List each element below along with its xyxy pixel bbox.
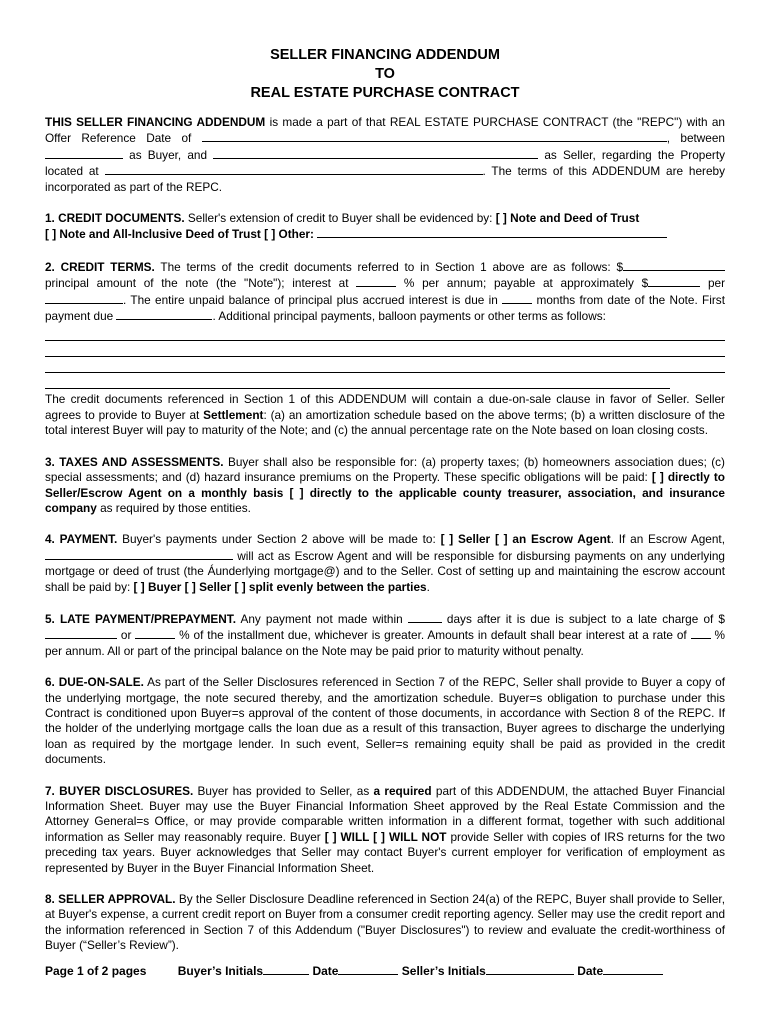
first-payment-due-field[interactable] — [116, 308, 212, 320]
default-rate-field[interactable] — [691, 627, 711, 639]
seller-date-field[interactable] — [603, 963, 663, 975]
section-8-heading: 8. SELLER APPROVAL. — [45, 892, 176, 907]
section-4-heading: 4. PAYMENT. — [45, 532, 118, 547]
section-4: 4. PAYMENT. Buyer's payments under Section 2 above will be made to: [ ] Seller [ ] an Escrow Agent. If an Escrow Agent, will act as Escrow Agent and will be responsible for disbursing payments on any underlying mortgage or deed of trust (the Áunderlying mortgage@) and to the Seller. Cost of setting up and maintaining the escrow account shall be paid by: [ ] Buyer [ ] Seller [ ] split evenly between the parties. — [45, 532, 725, 594]
page-number: Page 1 of 2 pages — [45, 964, 147, 978]
title-line-1: SELLER FINANCING ADDENDUM — [270, 47, 500, 63]
property-address-field[interactable] — [105, 163, 483, 175]
section-8: 8. SELLER APPROVAL. By the Seller Disclosure Deadline referenced in Section 24(a) of the REPC, Buyer shall provide to Seller, at Buyer's expense, a current credit report on Buyer from a consumer credit reporting agency. Seller may use the credit report and the information referenced in Section 7 of this Addendum ("Buyer Disclosures") to review and evaluate the credit-worthiness of Buyer (“Seller’s Review”). — [45, 892, 725, 953]
additional-terms-line-2[interactable] — [45, 342, 725, 357]
payee-options[interactable]: [ ] Seller [ ] an Escrow Agent — [440, 532, 611, 547]
document-page — [45, 0, 725, 954]
section-2: 2. CREDIT TERMS. The terms of the credit documents referred to in Section 1 above are as follows: $ principal amount of the note (the "Note"); interest at % per annum; payable at approximately $ per . The entire unpaid balance of principal plus accrued interest is due in months from date of the Note. First payment due . Additional principal payments, balloon payments or other terms as follows: — [45, 259, 725, 324]
escrow-cost-options[interactable]: [ ] Buyer [ ] Seller [ ] split evenly between the parties — [133, 579, 427, 594]
buyer-name-field[interactable] — [45, 147, 123, 159]
section-2-heading: 2. CREDIT TERMS. — [45, 259, 155, 274]
section-1: 1. CREDIT DOCUMENTS. Seller's extension of credit to Buyer shall be evidenced by: [ ] Note and Deed of Trust [ ] Note and All-Inclusive Deed of Trust [ ] Other: — [45, 211, 725, 243]
section-5: 5. LATE PAYMENT/PREPAYMENT. Any payment not made within days after it is due is subject to a late charge of $ or % of the installment due, whichever is greater. Amounts in default shall bear interest at a rate of % per annum. All or part of the principal balance on the Note may be paid prior to maturity without penalty. — [45, 611, 725, 658]
section-3: 3. TAXES AND ASSESSMENTS. Buyer shall also be responsible for: (a) property taxes; (b) homeowners association dues; (c) special assessments; and (d) hazard insurance premiums on the Property. These specific obligations will be paid: [ ] directly to Seller/Escrow Agent on a monthly basis [ ] directly to the applicable county treasurer, association, and insurance company as required by those entities. — [45, 454, 725, 515]
intro-paragraph: THIS SELLER FINANCING ADDENDUM is made a part of that REAL ESTATE PURCHASE CONTRACT (the "REPC") with an Offer Reference Date of , between as Buyer, and as Seller, regarding the Property located at . The terms of this ADDENDUM are hereby incorporated as part of the REPC. — [45, 115, 726, 194]
section-6: 6. DUE-ON-SALE. As part of the Seller Disclosures referenced in Section 7 of the REPC, Seller shall provide to Buyer a copy of the underlying mortgage, the note secured thereby, and the amortization schedule. Buyer=s obligation to purchase under this Contract is conditioned upon Buyer=s approval of the content of those documents, in accordance with Section 8 of the REPC. If the holder of the underlying mortgage calls the loan due as a result of this transaction, Buyer agrees to discharge the underlying loan as required by the mortgage lender. In such event, Seller=s remaining equity shall be paid as provided in the credit documents. — [45, 675, 725, 767]
seller-date-label: Date — [577, 964, 604, 978]
additional-terms-line-3[interactable] — [45, 358, 725, 373]
section-7-heading: 7. BUYER DISCLOSURES. — [45, 783, 194, 798]
payment-amount-field[interactable] — [648, 275, 700, 287]
seller-initials-label: Seller’s Initials — [401, 964, 486, 978]
section-7: 7. BUYER DISCLOSURES. Buyer has provided to Seller, as a required part of this ADDENDUM, the attached Buyer Financial Information Sheet. Buyer may use the Buyer Financial Information Sheet approved by the Real Estate Commission and the Attorney General=s Office, or may provide comparable written information in a different format, together with such additional information as Seller may reasonably require. Buyer [ ] WILL [ ] WILL NOT provide Seller with copies of IRS returns for the two preceding tax years. Buyer acknowledges that Seller may contact Buyer's current employer for verification of employment as represented by Buyer in the Buyer Financial Information Sheet. — [45, 783, 726, 875]
title-line-3: REAL ESTATE PURCHASE CONTRACT — [250, 85, 520, 101]
other-credit-doc-field[interactable] — [317, 226, 667, 238]
section-3-heading: 3. TAXES AND ASSESSMENTS. — [45, 454, 224, 469]
buyer-initials-label: Buyer’s Initials — [177, 964, 264, 978]
due-on-sale-clause-paragraph: The credit documents referenced in Section 1 of this ADDENDUM will contain a due-on-sale clause in favor of Seller. Seller agrees to provide to Buyer at Settlement: (a) an amortization schedule based on the above terms; (b) a written disclosure of the total interest Buyer will pay to maturity of the Note; and (c) the annual percentage rate on the Note based on loan closing costs. — [45, 392, 725, 438]
additional-terms-line-4[interactable] — [45, 374, 670, 389]
buyer-initials-field[interactable] — [263, 963, 309, 975]
title-line-2: TO — [375, 66, 395, 82]
buyer-date-label: Date — [312, 964, 339, 978]
note-all-inclusive-option[interactable]: [ ] Note and All-Inclusive Deed of Trust [ ] Other: — [45, 227, 318, 242]
seller-name-field[interactable] — [213, 147, 538, 159]
offer-date-field[interactable] — [202, 130, 667, 142]
section-6-heading: 6. DUE-ON-SALE. — [45, 675, 144, 690]
additional-terms-line-1[interactable] — [45, 326, 725, 341]
irs-returns-options[interactable]: [ ] WILL [ ] WILL NOT — [324, 829, 447, 844]
payment-period-field[interactable] — [45, 292, 123, 304]
principal-amount-field[interactable] — [623, 259, 725, 271]
months-due-field[interactable] — [502, 292, 532, 304]
section-5-heading: 5. LATE PAYMENT/PREPAYMENT. — [45, 611, 236, 626]
page-footer — [45, 963, 663, 978]
seller-initials-field[interactable] — [486, 963, 574, 975]
note-deed-trust-option[interactable]: [ ] Note and Deed of Trust — [495, 211, 640, 226]
section-1-heading: 1. CREDIT DOCUMENTS. — [45, 211, 185, 226]
late-charge-amount-field[interactable] — [45, 627, 117, 639]
escrow-agent-field[interactable] — [45, 548, 233, 560]
tax-payment-options[interactable]: [ ] directly to Seller/Escrow Agent on a monthly basis [ ] directly to the applicable county treasurer, association, and insurance company — [45, 470, 725, 515]
interest-rate-field[interactable] — [356, 275, 396, 287]
late-days-field[interactable] — [408, 611, 442, 623]
buyer-date-field[interactable] — [338, 963, 398, 975]
intro-lead: THIS SELLER FINANCING ADDENDUM — [45, 115, 266, 129]
late-charge-percent-field[interactable] — [135, 627, 175, 639]
